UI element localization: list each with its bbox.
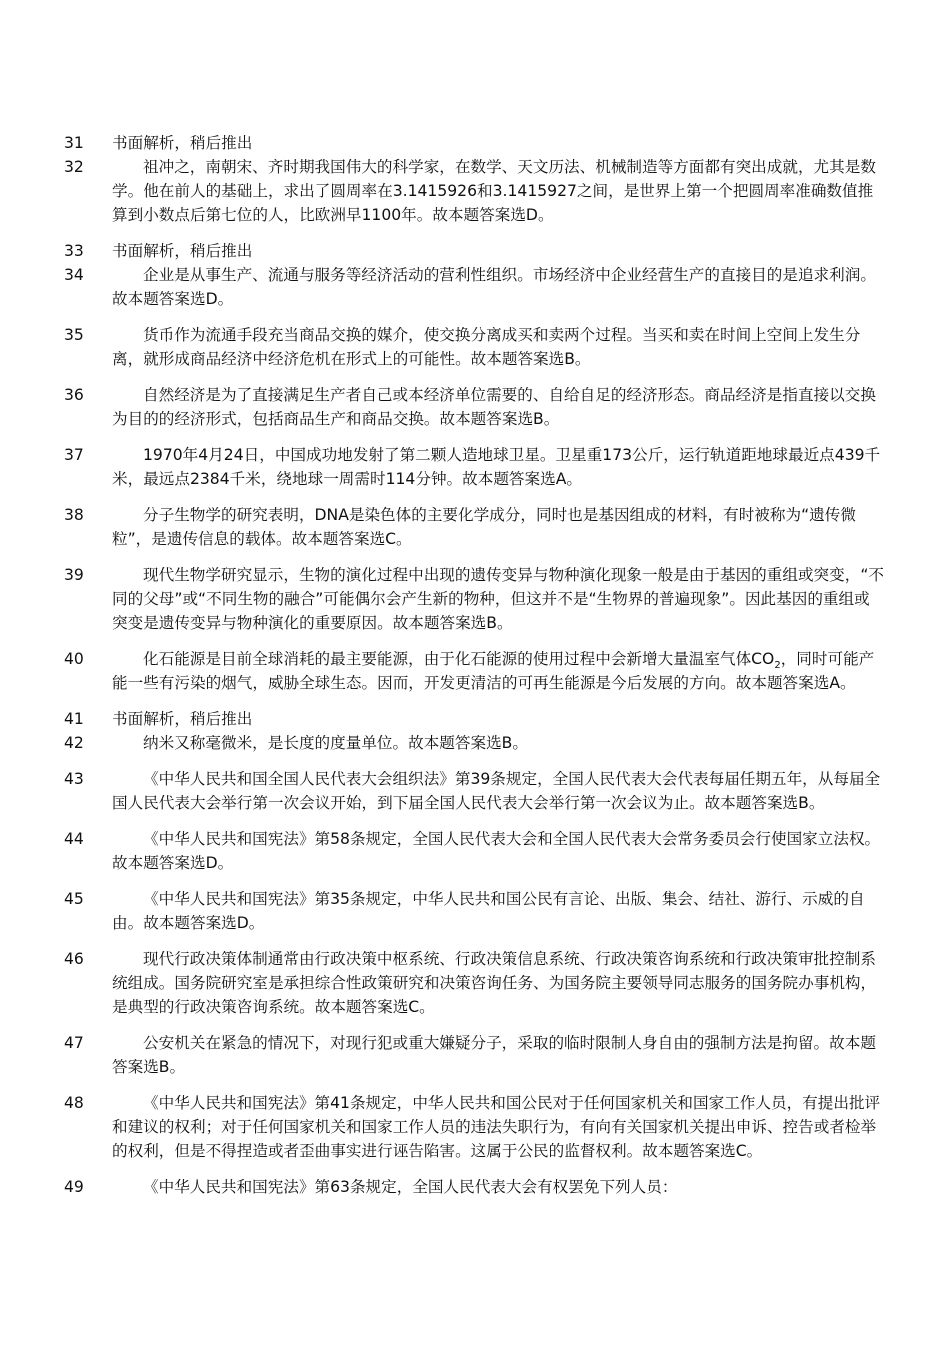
- entry-number: 43: [64, 770, 84, 788]
- entry-text: 纳米又称毫微米，是长度的度量单位。故本题答案选B。: [143, 734, 528, 752]
- entry-number: 36: [64, 386, 84, 404]
- entry-48: [64, 1091, 884, 1163]
- entry-number: 49: [64, 1178, 84, 1196]
- entry-46: [64, 947, 884, 1019]
- entry-text: 现代生物学研究显示，生物的演化过程中出现的遗传变异与物种演化现象一般是由于基因的重组或突变，“不同的父母”或“不同生物的融合”可能偶尔会产生新的物种，但这并不是“生物界的普遍现象”。因此基因的重组或突变是遗传变异与物种演化的重要原因。故本题答案选B。: [112, 566, 884, 632]
- entry-number: 35: [64, 326, 84, 344]
- entry-number: 45: [64, 890, 84, 908]
- entry-number: 47: [64, 1034, 84, 1052]
- entry-33: [64, 239, 884, 263]
- entry-text: 自然经济是为了直接满足生产者自己或本经济单位需要的、自给自足的经济形态。商品经济是指直接以交换为目的的经济形式，包括商品生产和商品交换。故本题答案选B。: [112, 386, 876, 428]
- entry-text: 《中华人民共和国宪法》第35条规定，中华人民共和国公民有言论、出版、集会、结社、游行、示威的自由。故本题答案选D。: [112, 890, 865, 932]
- entry-number: 33: [64, 242, 84, 260]
- entry-45: [64, 887, 884, 935]
- text-before-subscript: 化石能源是目前全球消耗的最主要能源，由于化石能源的使用过程中会新增大量温室气体CO: [143, 650, 775, 668]
- entry-35: [64, 323, 884, 371]
- entry-36: [64, 383, 884, 431]
- answer-explanations: [64, 131, 884, 1199]
- entry-31: [64, 131, 884, 155]
- entry-text: 分子生物学的研究表明，DNA是染色体的主要化学成分，同时也是基因组成的材料，有时被称为“遗传微粒”，是遗传信息的载体。故本题答案选C。: [112, 506, 856, 548]
- entry-text: 《中华人民共和国宪法》第41条规定，中华人民共和国公民对于任何国家机关和国家工作人员，有提出批评和建议的权利；对于任何国家机关和国家工作人员的违法失职行为，有向有关国家机关提出申诉、控告或者检举的权利，但是不得捏造或者歪曲事实进行诬告陷害。这属于公民的监督权利。故本题答案选C。: [112, 1094, 881, 1160]
- entry-text: 企业是从事生产、流通与服务等经济活动的营利性组织。市场经济中企业经营生产的直接目的是追求利润。故本题答案选D。: [112, 266, 876, 308]
- entry-38: [64, 503, 884, 551]
- entry-text: 1970年4月24日，中国成功地发射了第二颗人造地球卫星。卫星重173公斤，运行轨道距地球最近点439千米，最远点2384千米，绕地球一周需时114分钟。故本题答案选A。: [112, 446, 881, 488]
- entry-number: 40: [64, 650, 84, 668]
- entry-text: 《中华人民共和国全国人民代表大会组织法》第39条规定，全国人民代表大会代表每届任期五年，从每届全国人民代表大会举行第一次会议开始，到下届全国人民代表大会举行第一次会议为止。故本题答案选B。: [112, 770, 881, 812]
- entry-44: [64, 827, 884, 875]
- entry-39: [64, 563, 884, 635]
- entry-49: [64, 1175, 884, 1199]
- text-after-subscript: ，同时可能产能一些有污染的烟气，威胁全球生态。因而，开发更清洁的可再生能源是今后发展的方向。故本题答案选A。: [112, 650, 875, 692]
- entry-40: [64, 647, 884, 695]
- entry-text: [112, 647, 884, 695]
- entry-text: 《中华人民共和国宪法》第63条规定，全国人民代表大会有权罢免下列人员：: [143, 1178, 678, 1196]
- subscript: 2: [774, 660, 781, 672]
- entry-text: 货币作为流通手段充当商品交换的媒介，使交换分离成买和卖两个过程。当买和卖在时间上空间上发生分离，就形成商品经济中经济危机在形式上的可能性。故本题答案选B。: [112, 326, 861, 368]
- entry-text: 祖冲之，南朝宋、齐时期我国伟大的科学家，在数学、天文历法、机械制造等方面都有突出成就，尤其是数学。他在前人的基础上，求出了圆周率在3.1415926和3.1415927之间，是世界上第一个把圆周率准确数值推算到小数点后第七位的人，比欧洲早1100年。故本题答案选D。: [112, 158, 876, 224]
- entry-text: 公安机关在紧急的情况下，对现行犯或重大嫌疑分子，采取的临时限制人身自由的强制方法是拘留。故本题答案选B。: [112, 1034, 876, 1076]
- entry-number: 34: [64, 266, 84, 284]
- entry-number: 48: [64, 1094, 84, 1112]
- entry-number: 42: [64, 734, 84, 752]
- entry-number: 44: [64, 830, 84, 848]
- entry-34: [64, 263, 884, 311]
- entry-number: 39: [64, 566, 84, 584]
- entry-number: 41: [64, 710, 84, 728]
- entry-number: 37: [64, 446, 84, 464]
- entry-47: [64, 1031, 884, 1079]
- entry-32: [64, 155, 884, 227]
- entry-number: 32: [64, 158, 84, 176]
- entry-43: [64, 767, 884, 815]
- entry-42: [64, 731, 884, 755]
- entry-number: 38: [64, 506, 84, 524]
- entry-41: [64, 707, 884, 731]
- entry-text: 现代行政决策体制通常由行政决策中枢系统、行政决策信息系统、行政决策咨询系统和行政决策审批控制系统组成。国务院研究室是承担综合性政策研究和决策咨询任务、为国务院主要领导同志服务的国务院办事机构，是典型的行政决策咨询系统。故本题答案选C。: [112, 950, 877, 1016]
- entry-number: 46: [64, 950, 84, 968]
- entry-text: 书面解析，稍后推出: [112, 710, 253, 728]
- entry-text: 《中华人民共和国宪法》第58条规定，全国人民代表大会和全国人民代表大会常务委员会行使国家立法权。故本题答案选D。: [112, 830, 881, 872]
- entry-37: [64, 443, 884, 491]
- entry-number: 31: [64, 134, 84, 152]
- entry-text: 书面解析，稍后推出: [112, 134, 253, 152]
- entry-text: 书面解析，稍后推出: [112, 242, 253, 260]
